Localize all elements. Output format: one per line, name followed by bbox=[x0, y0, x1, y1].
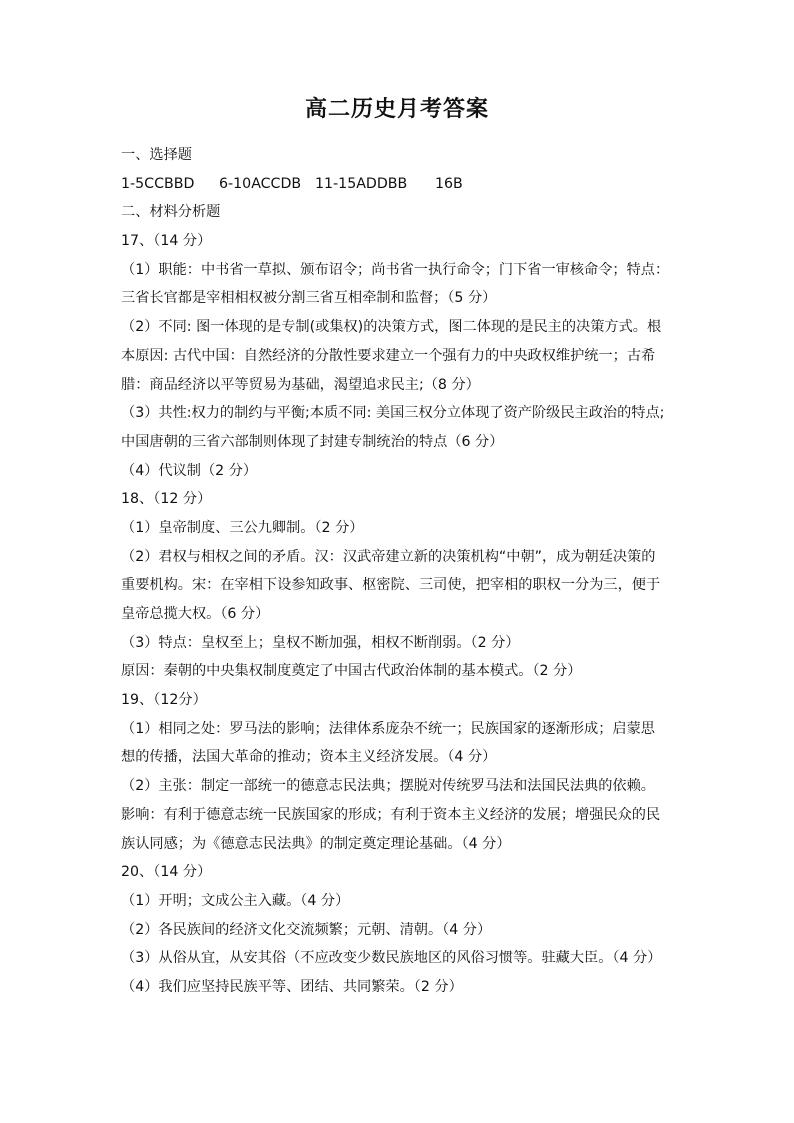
choice-answers bbox=[121, 170, 691, 199]
question-17-heading: 17、（14 分） bbox=[121, 233, 212, 250]
text-line: （2）君权与相权之间的矛盾。汉：汉武帝建立新的决策机构“中朝”，成为朝廷决策的 bbox=[121, 548, 656, 565]
answer-group-11-15: 11-15ADDBB bbox=[315, 175, 408, 192]
text-line: 皇帝总揽大权。（6 分） bbox=[121, 606, 270, 622]
answer-group-1-5: 1-5CCBBD bbox=[121, 175, 195, 192]
text-line: 腊：商品经济以平等贸易为基础，渴望追求民主;（8 分） bbox=[121, 376, 480, 393]
answer-group-16: 16B bbox=[435, 175, 463, 192]
text-line: （1）开明；文成公主入藏。（4 分） bbox=[121, 892, 350, 909]
text-line: 想的传播，法国大革命的推动；资本主义经济发展。（4 分） bbox=[121, 749, 497, 766]
text-line: 三省长官都是宰相相权被分割三省互相牵制和监督；（5 分） bbox=[121, 290, 497, 307]
text-line: （3）从俗从宜，从安其俗（不应改变少数民族地区的风俗习惯等。驻藏大臣。（4 分） bbox=[121, 950, 662, 967]
text-line: （1）皇帝制度、三公九卿制。（2 分） bbox=[121, 519, 364, 536]
text-line: （2）主张：制定一部统一的德意志民法典；摆脱对传统罗马法和法国民法典的依赖。 bbox=[121, 778, 655, 795]
text-line: （3）特点：皇权至上；皇权不断加强，相权不断削弱。（2 分） bbox=[121, 634, 520, 651]
text-line: （2）不同: 图一体现的是专制(或集权)的决策方式，图二体现的是民主的决策方式。根 bbox=[121, 319, 662, 336]
section-heading-choice: 一、选择题 bbox=[121, 147, 192, 163]
answer-group-6-10: 6-10ACCDB bbox=[219, 175, 302, 192]
text-line: 原因：秦朝的中央集权制度奠定了中国古代政治体制的基本模式。（2 分） bbox=[121, 663, 582, 680]
text-line: 影响：有利于德意志统一民族国家的形成；有利于资本主义经济的发展；增强民众的民 bbox=[121, 806, 661, 823]
text-line: （1）相同之处：罗马法的影响；法律体系庞杂不统一；民族国家的逐渐形成；启蒙思 bbox=[121, 720, 655, 737]
text-line: （3）共性:权力的制约与平衡;本质不同: 美国三权分立体现了资产阶级民主政治的特点; bbox=[121, 405, 665, 422]
section-heading-analysis: 二、材料分析题 bbox=[121, 204, 221, 221]
text-line: （4）我们应坚持民族平等、团结、共同繁荣。（2 分） bbox=[121, 978, 463, 995]
question-18-heading: 18、（12 分） bbox=[121, 491, 212, 508]
text-line: 本原因: 古代中国：自然经济的分散性要求建立一个强有力的中央政权维护统一；古希 bbox=[121, 347, 656, 364]
text-line: 族认同感；为《德意志民法典》的制定奠定理论基础。（4 分） bbox=[121, 835, 511, 852]
text-line: （1）职能：中书省一草拟、颁布诏令；尚书省一执行命令；门下省一审核命令；特点： bbox=[121, 261, 670, 278]
text-line: 中国唐朝的三省六部制则体现了封建专制统治的特点（6 分） bbox=[121, 433, 504, 450]
answer-content bbox=[121, 141, 691, 1002]
text-line: （2）各民族间的经济文化交流频繁；元朝、清朝。（4 分） bbox=[121, 921, 492, 938]
text-line: （4）代议制（2 分） bbox=[121, 462, 258, 479]
text-line: 重要机构。宋：在宰相下设参知政事、枢密院、三司使，把宰相的职权一分为三，便于 bbox=[121, 577, 661, 594]
page-title: 高二历史月考答案 bbox=[304, 97, 489, 122]
question-19-heading: 19、（12分） bbox=[121, 692, 207, 709]
question-20-heading: 20、（14 分） bbox=[121, 864, 212, 881]
